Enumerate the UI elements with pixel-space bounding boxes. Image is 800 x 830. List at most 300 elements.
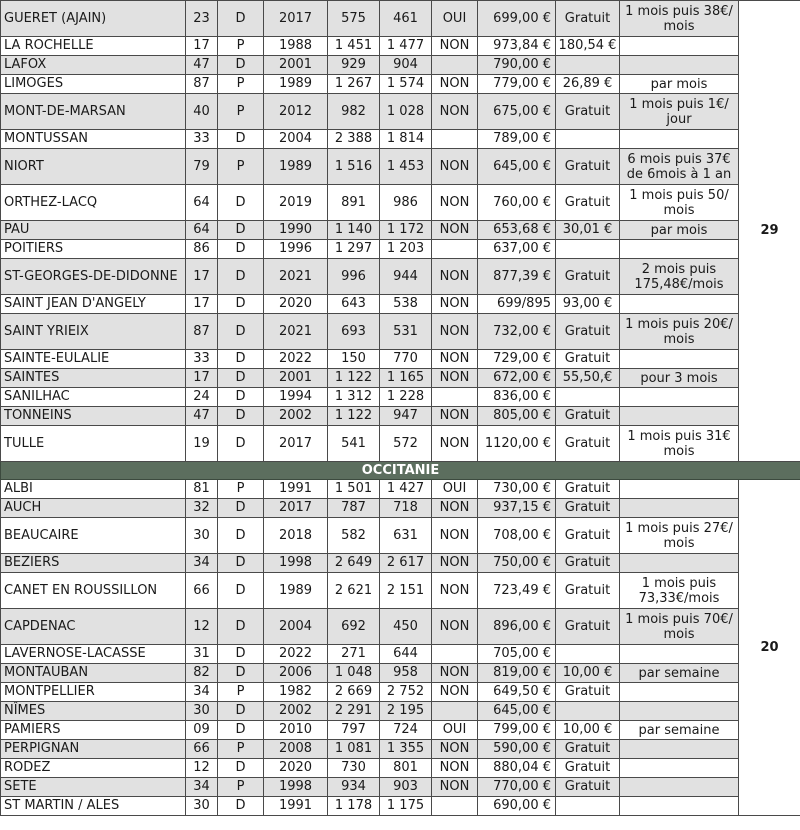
city-cell: ORTHEZ-LACQ bbox=[1, 185, 186, 221]
value1-cell: 1 178 bbox=[328, 797, 380, 816]
flag-cell: NON bbox=[432, 518, 478, 554]
fee-cell: 10,00 € bbox=[556, 664, 620, 683]
value1-cell: 1 267 bbox=[328, 75, 380, 94]
table-row bbox=[1, 518, 800, 554]
value2-cell: 1 355 bbox=[380, 740, 432, 759]
price-cell: 675,00 € bbox=[478, 94, 556, 130]
flag-cell: NON bbox=[432, 185, 478, 221]
value2-cell: 538 bbox=[380, 295, 432, 314]
note-cell bbox=[620, 388, 739, 407]
type-cell: D bbox=[218, 759, 264, 778]
price-cell: 877,39 € bbox=[478, 259, 556, 295]
dept-cell: 09 bbox=[186, 721, 218, 740]
flag-cell bbox=[432, 702, 478, 721]
flag-cell bbox=[432, 797, 478, 816]
fee-cell bbox=[556, 645, 620, 664]
value1-cell: 2 621 bbox=[328, 573, 380, 609]
table-row bbox=[1, 221, 800, 240]
type-cell: D bbox=[218, 407, 264, 426]
value1-cell: 1 297 bbox=[328, 240, 380, 259]
type-cell: D bbox=[218, 702, 264, 721]
note-cell bbox=[620, 407, 739, 426]
price-cell: 750,00 € bbox=[478, 554, 556, 573]
price-cell: 637,00 € bbox=[478, 240, 556, 259]
fee-cell: Gratuit bbox=[556, 426, 620, 462]
fee-cell: Gratuit bbox=[556, 407, 620, 426]
dept-cell: 34 bbox=[186, 554, 218, 573]
value2-cell: 718 bbox=[380, 499, 432, 518]
value2-cell: 631 bbox=[380, 518, 432, 554]
value1-cell: 2 291 bbox=[328, 702, 380, 721]
city-cell: MONTPELLIER bbox=[1, 683, 186, 702]
table-row bbox=[1, 702, 800, 721]
value1-cell: 929 bbox=[328, 56, 380, 75]
year-cell: 2012 bbox=[264, 94, 328, 130]
value2-cell: 1 814 bbox=[380, 130, 432, 149]
fee-cell: 93,00 € bbox=[556, 295, 620, 314]
city-cell: LA ROCHELLE bbox=[1, 37, 186, 56]
city-cell: SAINT JEAN D'ANGELY bbox=[1, 295, 186, 314]
value2-cell: 1 165 bbox=[380, 369, 432, 388]
type-cell: D bbox=[218, 573, 264, 609]
note-cell bbox=[620, 480, 739, 499]
value2-cell: 531 bbox=[380, 314, 432, 350]
value1-cell: 797 bbox=[328, 721, 380, 740]
price-cell: 723,49 € bbox=[478, 573, 556, 609]
value1-cell: 2 388 bbox=[328, 130, 380, 149]
note-cell bbox=[620, 295, 739, 314]
section-top bbox=[1, 1, 800, 462]
price-cell: 645,00 € bbox=[478, 702, 556, 721]
value2-cell: 770 bbox=[380, 350, 432, 369]
year-cell: 2004 bbox=[264, 130, 328, 149]
price-cell: 790,00 € bbox=[478, 56, 556, 75]
dept-cell: 24 bbox=[186, 388, 218, 407]
value1-cell: 582 bbox=[328, 518, 380, 554]
flag-cell bbox=[432, 56, 478, 75]
dept-cell: 17 bbox=[186, 369, 218, 388]
type-cell: P bbox=[218, 75, 264, 94]
note-cell bbox=[620, 350, 739, 369]
note-cell bbox=[620, 683, 739, 702]
value2-cell: 1 228 bbox=[380, 388, 432, 407]
dept-cell: 66 bbox=[186, 573, 218, 609]
type-cell: D bbox=[218, 609, 264, 645]
group-count: 29 bbox=[739, 1, 800, 462]
year-cell: 2008 bbox=[264, 740, 328, 759]
dept-cell: 30 bbox=[186, 797, 218, 816]
flag-cell: NON bbox=[432, 426, 478, 462]
year-cell: 1990 bbox=[264, 221, 328, 240]
price-cell: 699,00 € bbox=[478, 1, 556, 37]
dept-cell: 47 bbox=[186, 407, 218, 426]
type-cell: D bbox=[218, 240, 264, 259]
fee-cell bbox=[556, 702, 620, 721]
city-cell: TULLE bbox=[1, 426, 186, 462]
price-cell: 672,00 € bbox=[478, 369, 556, 388]
value2-cell: 801 bbox=[380, 759, 432, 778]
city-cell: SAINTES bbox=[1, 369, 186, 388]
year-cell: 2001 bbox=[264, 369, 328, 388]
type-cell: D bbox=[218, 314, 264, 350]
dept-cell: 31 bbox=[186, 645, 218, 664]
table-row bbox=[1, 314, 800, 350]
dept-cell: 32 bbox=[186, 499, 218, 518]
dept-cell: 82 bbox=[186, 664, 218, 683]
price-cell: 645,00 € bbox=[478, 149, 556, 185]
dept-cell: 40 bbox=[186, 94, 218, 130]
note-cell bbox=[620, 645, 739, 664]
year-cell: 1998 bbox=[264, 778, 328, 797]
type-cell: P bbox=[218, 149, 264, 185]
fee-cell: Gratuit bbox=[556, 518, 620, 554]
type-cell: D bbox=[218, 259, 264, 295]
dept-cell: 17 bbox=[186, 37, 218, 56]
table-row bbox=[1, 609, 800, 645]
region-header: OCCITANIE bbox=[1, 462, 800, 480]
type-cell: D bbox=[218, 350, 264, 369]
dept-cell: 30 bbox=[186, 518, 218, 554]
city-cell: LAVERNOSE-LACASSE bbox=[1, 645, 186, 664]
year-cell: 1988 bbox=[264, 37, 328, 56]
price-cell: 653,68 € bbox=[478, 221, 556, 240]
year-cell: 2021 bbox=[264, 314, 328, 350]
city-cell: ST MARTIN / ALES bbox=[1, 797, 186, 816]
note-cell: 1 mois puis 31€ mois bbox=[620, 426, 739, 462]
value2-cell: 944 bbox=[380, 259, 432, 295]
note-cell bbox=[620, 702, 739, 721]
value1-cell: 787 bbox=[328, 499, 380, 518]
table-row bbox=[1, 797, 800, 816]
value2-cell: 1 477 bbox=[380, 37, 432, 56]
price-cell: 805,00 € bbox=[478, 407, 556, 426]
price-cell: 896,00 € bbox=[478, 609, 556, 645]
city-cell: PERPIGNAN bbox=[1, 740, 186, 759]
value2-cell: 1 028 bbox=[380, 94, 432, 130]
value2-cell: 1 175 bbox=[380, 797, 432, 816]
flag-cell bbox=[432, 645, 478, 664]
flag-cell: NON bbox=[432, 609, 478, 645]
price-cell: 649,50 € bbox=[478, 683, 556, 702]
value2-cell: 724 bbox=[380, 721, 432, 740]
type-cell: D bbox=[218, 499, 264, 518]
dept-cell: 64 bbox=[186, 221, 218, 240]
price-cell: 779,00 € bbox=[478, 75, 556, 94]
value1-cell: 1 122 bbox=[328, 407, 380, 426]
price-cell: 799,00 € bbox=[478, 721, 556, 740]
dept-cell: 87 bbox=[186, 75, 218, 94]
note-cell: pour 3 mois bbox=[620, 369, 739, 388]
fee-cell: 10,00 € bbox=[556, 721, 620, 740]
value1-cell: 693 bbox=[328, 314, 380, 350]
flag-cell: NON bbox=[432, 75, 478, 94]
table-row bbox=[1, 388, 800, 407]
fee-cell: Gratuit bbox=[556, 1, 620, 37]
value1-cell: 1 048 bbox=[328, 664, 380, 683]
note-cell bbox=[620, 240, 739, 259]
city-cell: SETE bbox=[1, 778, 186, 797]
fee-cell bbox=[556, 240, 620, 259]
year-cell: 2010 bbox=[264, 721, 328, 740]
city-cell: MONTAUBAN bbox=[1, 664, 186, 683]
value2-cell: 986 bbox=[380, 185, 432, 221]
value2-cell: 572 bbox=[380, 426, 432, 462]
fee-cell: Gratuit bbox=[556, 149, 620, 185]
city-cell: BEZIERS bbox=[1, 554, 186, 573]
fee-cell: Gratuit bbox=[556, 573, 620, 609]
note-cell bbox=[620, 499, 739, 518]
table-row bbox=[1, 259, 800, 295]
flag-cell bbox=[432, 240, 478, 259]
type-cell: D bbox=[218, 797, 264, 816]
price-cell: 937,15 € bbox=[478, 499, 556, 518]
fee-cell: Gratuit bbox=[556, 554, 620, 573]
type-cell: D bbox=[218, 1, 264, 37]
type-cell: D bbox=[218, 369, 264, 388]
fee-cell: Gratuit bbox=[556, 350, 620, 369]
year-cell: 2006 bbox=[264, 664, 328, 683]
value2-cell: 450 bbox=[380, 609, 432, 645]
value1-cell: 1 516 bbox=[328, 149, 380, 185]
city-cell: BEAUCAIRE bbox=[1, 518, 186, 554]
city-cell: MONTUSSAN bbox=[1, 130, 186, 149]
flag-cell: OUI bbox=[432, 480, 478, 499]
value2-cell: 461 bbox=[380, 1, 432, 37]
city-cell: SAINT YRIEIX bbox=[1, 314, 186, 350]
value1-cell: 541 bbox=[328, 426, 380, 462]
value1-cell: 2 649 bbox=[328, 554, 380, 573]
value2-cell: 1 203 bbox=[380, 240, 432, 259]
table-row bbox=[1, 480, 800, 499]
year-cell: 2002 bbox=[264, 702, 328, 721]
table-row bbox=[1, 369, 800, 388]
year-cell: 2018 bbox=[264, 518, 328, 554]
city-cell: CANET EN ROUSSILLON bbox=[1, 573, 186, 609]
city-cell: SANILHAC bbox=[1, 388, 186, 407]
value2-cell: 1 427 bbox=[380, 480, 432, 499]
table-row bbox=[1, 94, 800, 130]
flag-cell: NON bbox=[432, 683, 478, 702]
fee-cell: 180,54 € bbox=[556, 37, 620, 56]
year-cell: 2020 bbox=[264, 295, 328, 314]
fee-cell: Gratuit bbox=[556, 609, 620, 645]
note-cell bbox=[620, 554, 739, 573]
flag-cell: NON bbox=[432, 94, 478, 130]
city-cell: CAPDENAC bbox=[1, 609, 186, 645]
table-row bbox=[1, 37, 800, 56]
year-cell: 2017 bbox=[264, 499, 328, 518]
year-cell: 2022 bbox=[264, 645, 328, 664]
note-cell bbox=[620, 778, 739, 797]
fee-cell: Gratuit bbox=[556, 778, 620, 797]
section-bottom bbox=[1, 480, 800, 816]
city-cell: LAFOX bbox=[1, 56, 186, 75]
note-cell: 1 mois puis 38€/ mois bbox=[620, 1, 739, 37]
value1-cell: 1 312 bbox=[328, 388, 380, 407]
group-count: 20 bbox=[739, 480, 800, 816]
type-cell: P bbox=[218, 480, 264, 499]
note-cell: 1 mois puis 27€/ mois bbox=[620, 518, 739, 554]
value2-cell: 2 752 bbox=[380, 683, 432, 702]
flag-cell: NON bbox=[432, 778, 478, 797]
city-cell: NIORT bbox=[1, 149, 186, 185]
note-cell: par semaine bbox=[620, 721, 739, 740]
value2-cell: 2 195 bbox=[380, 702, 432, 721]
price-cell: 1120,00 € bbox=[478, 426, 556, 462]
price-cell: 880,04 € bbox=[478, 759, 556, 778]
note-cell: par mois bbox=[620, 221, 739, 240]
type-cell: P bbox=[218, 778, 264, 797]
dept-cell: 66 bbox=[186, 740, 218, 759]
value1-cell: 1 501 bbox=[328, 480, 380, 499]
table-row bbox=[1, 645, 800, 664]
year-cell: 1991 bbox=[264, 480, 328, 499]
flag-cell: NON bbox=[432, 759, 478, 778]
flag-cell: NON bbox=[432, 295, 478, 314]
flag-cell: NON bbox=[432, 37, 478, 56]
table-row bbox=[1, 554, 800, 573]
year-cell: 2004 bbox=[264, 609, 328, 645]
value2-cell: 2 151 bbox=[380, 573, 432, 609]
year-cell: 2017 bbox=[264, 426, 328, 462]
city-cell: GUERET (AJAIN) bbox=[1, 1, 186, 37]
value1-cell: 996 bbox=[328, 259, 380, 295]
value1-cell: 2 669 bbox=[328, 683, 380, 702]
fee-cell bbox=[556, 56, 620, 75]
year-cell: 2017 bbox=[264, 1, 328, 37]
type-cell: D bbox=[218, 645, 264, 664]
type-cell: P bbox=[218, 94, 264, 130]
price-cell: 770,00 € bbox=[478, 778, 556, 797]
flag-cell: OUI bbox=[432, 1, 478, 37]
table-row bbox=[1, 407, 800, 426]
value2-cell: 947 bbox=[380, 407, 432, 426]
flag-cell: NON bbox=[432, 259, 478, 295]
note-cell: 1 mois puis 70€/ mois bbox=[620, 609, 739, 645]
dept-cell: 87 bbox=[186, 314, 218, 350]
value2-cell: 903 bbox=[380, 778, 432, 797]
dept-cell: 34 bbox=[186, 778, 218, 797]
city-cell: RODEZ bbox=[1, 759, 186, 778]
dept-cell: 33 bbox=[186, 130, 218, 149]
dept-cell: 23 bbox=[186, 1, 218, 37]
flag-cell: NON bbox=[432, 407, 478, 426]
note-cell: par semaine bbox=[620, 664, 739, 683]
value1-cell: 643 bbox=[328, 295, 380, 314]
flag-cell: NON bbox=[432, 664, 478, 683]
flag-cell: NON bbox=[432, 149, 478, 185]
type-cell: D bbox=[218, 554, 264, 573]
city-cell: TONNEINS bbox=[1, 407, 186, 426]
note-cell bbox=[620, 797, 739, 816]
fee-cell: 55,50,€ bbox=[556, 369, 620, 388]
table-row bbox=[1, 683, 800, 702]
year-cell: 2020 bbox=[264, 759, 328, 778]
fee-cell: Gratuit bbox=[556, 94, 620, 130]
city-cell: SAINTE-EULALIE bbox=[1, 350, 186, 369]
region-section bbox=[1, 462, 800, 480]
value2-cell: 958 bbox=[380, 664, 432, 683]
flag-cell: NON bbox=[432, 221, 478, 240]
note-cell: par mois bbox=[620, 75, 739, 94]
fee-cell: Gratuit bbox=[556, 314, 620, 350]
city-cell: MONT-DE-MARSAN bbox=[1, 94, 186, 130]
flag-cell: NON bbox=[432, 314, 478, 350]
table-row bbox=[1, 759, 800, 778]
note-cell: 1 mois puis 20€/ mois bbox=[620, 314, 739, 350]
city-cell: LIMOGES bbox=[1, 75, 186, 94]
dept-cell: 47 bbox=[186, 56, 218, 75]
dept-cell: 12 bbox=[186, 759, 218, 778]
note-cell: 2 mois puis 175,48€/mois bbox=[620, 259, 739, 295]
year-cell: 2019 bbox=[264, 185, 328, 221]
dept-cell: 34 bbox=[186, 683, 218, 702]
fee-cell: 26,89 € bbox=[556, 75, 620, 94]
dept-cell: 19 bbox=[186, 426, 218, 462]
value1-cell: 1 122 bbox=[328, 369, 380, 388]
fee-cell: 30,01 € bbox=[556, 221, 620, 240]
value1-cell: 692 bbox=[328, 609, 380, 645]
year-cell: 2001 bbox=[264, 56, 328, 75]
table-row bbox=[1, 295, 800, 314]
dept-cell: 33 bbox=[186, 350, 218, 369]
fee-cell: Gratuit bbox=[556, 499, 620, 518]
value1-cell: 982 bbox=[328, 94, 380, 130]
price-cell: 699/895 bbox=[478, 295, 556, 314]
table-row bbox=[1, 778, 800, 797]
price-cell: 732,00 € bbox=[478, 314, 556, 350]
fee-cell: Gratuit bbox=[556, 259, 620, 295]
city-cell: PAU bbox=[1, 221, 186, 240]
dept-cell: 79 bbox=[186, 149, 218, 185]
type-cell: D bbox=[218, 130, 264, 149]
type-cell: D bbox=[218, 721, 264, 740]
price-cell: 705,00 € bbox=[478, 645, 556, 664]
dept-cell: 17 bbox=[186, 295, 218, 314]
value1-cell: 1 451 bbox=[328, 37, 380, 56]
table-row bbox=[1, 573, 800, 609]
flag-cell bbox=[432, 388, 478, 407]
price-cell: 836,00 € bbox=[478, 388, 556, 407]
dept-cell: 17 bbox=[186, 259, 218, 295]
flag-cell: NON bbox=[432, 554, 478, 573]
price-cell: 708,00 € bbox=[478, 518, 556, 554]
year-cell: 2021 bbox=[264, 259, 328, 295]
note-cell bbox=[620, 56, 739, 75]
flag-cell: OUI bbox=[432, 721, 478, 740]
note-cell bbox=[620, 759, 739, 778]
year-cell: 1991 bbox=[264, 797, 328, 816]
value2-cell: 904 bbox=[380, 56, 432, 75]
fee-cell bbox=[556, 130, 620, 149]
price-cell: 973,84 € bbox=[478, 37, 556, 56]
type-cell: P bbox=[218, 37, 264, 56]
table-row bbox=[1, 130, 800, 149]
year-cell: 1998 bbox=[264, 554, 328, 573]
year-cell: 2002 bbox=[264, 407, 328, 426]
type-cell: D bbox=[218, 185, 264, 221]
city-cell: POITIERS bbox=[1, 240, 186, 259]
city-cell: NÎMES bbox=[1, 702, 186, 721]
type-cell: D bbox=[218, 388, 264, 407]
price-cell: 819,00 € bbox=[478, 664, 556, 683]
table-row bbox=[1, 740, 800, 759]
table-row bbox=[1, 350, 800, 369]
table-row bbox=[1, 664, 800, 683]
value1-cell: 1 140 bbox=[328, 221, 380, 240]
value1-cell: 150 bbox=[328, 350, 380, 369]
fee-cell bbox=[556, 797, 620, 816]
